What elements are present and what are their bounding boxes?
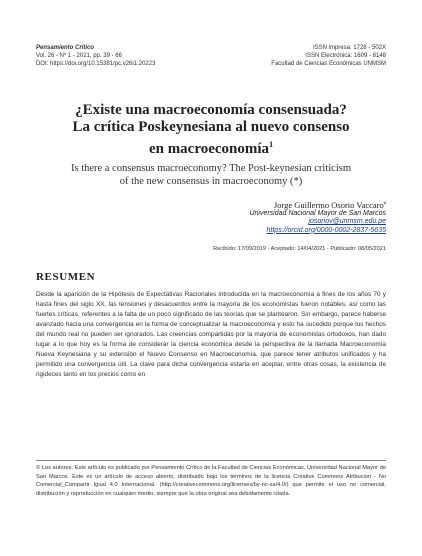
issn-online: ISSN Electrónica: 1609 - 8148 xyxy=(305,53,386,60)
subtitle-line-1: Is there a consensus macroeconomy? The Post-keynesian criticism xyxy=(70,163,351,174)
volume-info: Vol. 26 - Nº 1 - 2021, pp. 39 - 66 xyxy=(36,53,122,60)
publication-dates: Recibido: 17/09/2019 - Aceptado: 14/04/2021 - Publicado: 08/05/2021 xyxy=(213,246,386,252)
abstract-text: Desde la aparición de la Hipótesis de Expectativas Racionales introducida en la macroeconomía a fines de los años 70 y hasta fines del siglo XX, las tensiones y desacuerdos entre la mayoría de los economistas fueron notables, así como las fuertes críticas, referentes a la falta de un poco significado de las teorías que se plantearon. Sin embargo, parece haberse avanzado hacia una convergencia en la forma de conceptualizar la macroeconomía y esto ha sucedido porque los hechos del mundo real no pueden ser ignorados. Las creencias compartidas por la mayoría de economistas ortodoxos, han dado lugar a lo que hoy es la forma de considerar la ciencia económica desde la perspectiva de la llamada Macroeconomía Nueva Keynesiana y su extensión el Nuevo Consenso en Macroeconomía, que parece tener atributos unificados y ha permitido una convergencia útil. La clave para dicha convergencia estaría en aceptar, entre otras cosas, la existencia de rigideces tanto en los precios como en xyxy=(36,291,386,379)
author-mark: a xyxy=(383,201,386,206)
faculty-name: Facultad de Ciencias Económicas UNMSM xyxy=(271,61,386,68)
author-affiliation: Universidad Nacional Mayor de San Marcos xyxy=(249,209,386,217)
abstract-heading: RESUMEN xyxy=(36,271,96,283)
title-footnote-mark: 1 xyxy=(269,140,274,149)
article-title xyxy=(36,102,386,158)
author-name: Jorge Guillermo Osorio Vaccaro xyxy=(273,199,384,210)
article-english-title xyxy=(36,162,386,188)
title-line-1: ¿Existe una macroeconomía consensuada? xyxy=(75,102,347,118)
author-name-line xyxy=(249,199,386,210)
author-block xyxy=(249,199,386,235)
title-line-3 xyxy=(36,136,386,158)
license-footnote: © Los autores. Este artículo es publicado por Pensamiento Crítico de la Facultad de Ciencias Económicas, Universidad Nacional Mayor de San Marcos. Este es un artículo de acceso abierto, distribuido bajo los términos de la licencia Creative Commons Atribucion - No Comercial_Compartir Igual 4.0 Internacional. (http://creativecommons.org/licenses/by-nc-sa/4.0/) que permite el uso no comercial, distribución y reproducción en cualquier medio, siempre que la obra original sea debidamente citada. xyxy=(36,465,386,497)
title-line-2: La crítica Poskeynesiana al nuevo consenso xyxy=(72,119,350,135)
author-email-link[interactable]: josoriov@unmsm.edu.pe xyxy=(308,218,386,226)
subtitle-line-2: of the new consensus in macroeconomy (*) xyxy=(119,176,303,187)
title-line-3-text: en macroeconomía xyxy=(148,141,270,157)
issn-print: ISSN impresa: 1728 - 502X xyxy=(312,45,386,51)
doi-link[interactable]: DOI: https://doi.org/10.15381/pc.v26i1.20223 xyxy=(36,61,156,68)
author-orcid-link[interactable]: https://orcid.org/0000-0002-2837-5635 xyxy=(266,226,386,234)
journal-header-left xyxy=(36,44,155,69)
footnote-divider xyxy=(36,460,386,461)
journal-header-right xyxy=(271,44,386,69)
journal-name: Pensamiento Crítico xyxy=(36,45,95,51)
abstract-body xyxy=(36,290,386,380)
